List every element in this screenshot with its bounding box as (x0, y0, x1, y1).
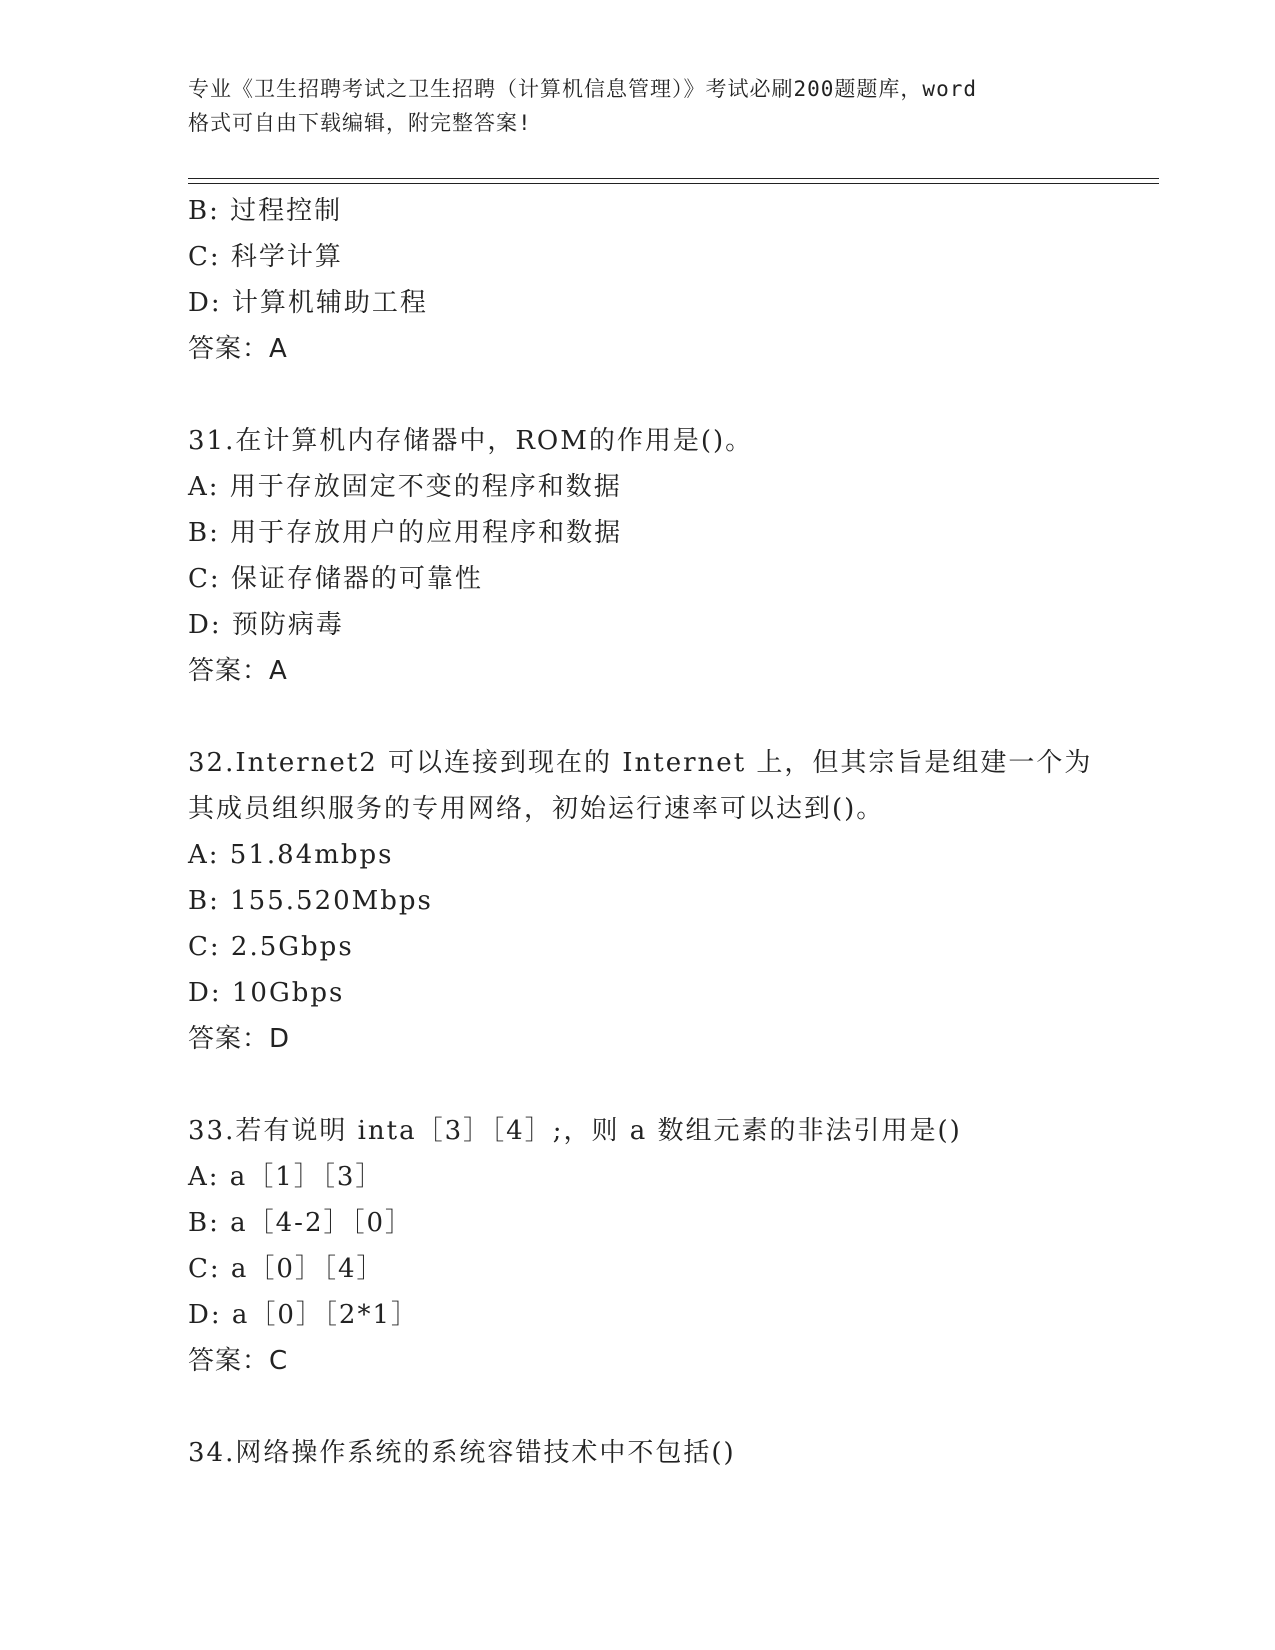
option-a: A: 51.84mbps (188, 840, 394, 870)
option-d: D: 10Gbps (188, 978, 345, 1008)
option-b: B: 过程控制 (188, 196, 343, 226)
question-33 (188, 1108, 1148, 1384)
header-divider-top (188, 178, 1159, 179)
question-32 (188, 740, 1148, 1062)
header-divider-bottom (188, 183, 1159, 184)
option-a: A: 用于存放固定不变的程序和数据 (188, 472, 622, 502)
question-text: 34.网络操作系统的系统容错技术中不包括() (188, 1438, 736, 1468)
option-c: C: a［0］［4］ (188, 1254, 385, 1284)
answer-line: 答案：A (188, 334, 288, 364)
option-d: D: 计算机辅助工程 (188, 288, 428, 318)
question-34 (188, 1430, 1148, 1476)
option-c: C: 2.5Gbps (188, 932, 354, 962)
header-line-2: 格式可自由下载编辑，附完整答案! (188, 111, 532, 135)
option-b: B: 用于存放用户的应用程序和数据 (188, 518, 623, 548)
answer-line: 答案：C (188, 1346, 289, 1376)
document-header (188, 72, 1088, 140)
question-list (188, 188, 1148, 1476)
option-a: A: a［1］［3］ (188, 1162, 384, 1192)
question-text: 33.若有说明 inta［3］［4］;，则 a 数组元素的非法引用是() (188, 1116, 962, 1146)
option-d: D: 预防病毒 (188, 610, 344, 640)
question-text-line-2: 其成员组织服务的专用网络，初始运行速率可以达到()。 (188, 794, 885, 824)
question-text-line-1: 32.Internet2 可以连接到现在的 Internet 上，但其宗旨是组建一个为 (188, 748, 1093, 778)
header-line-1: 专业《卫生招聘考试之卫生招聘（计算机信息管理）》考试必刷200题题库，word (188, 77, 977, 101)
spacer (188, 372, 1148, 418)
answer-line: 答案：D (188, 1024, 291, 1054)
option-b: B: a［4-2］［0］ (188, 1208, 414, 1238)
spacer (188, 1062, 1148, 1108)
spacer (188, 1384, 1148, 1430)
question-30-tail (188, 188, 1148, 372)
option-b: B: 155.520Mbps (188, 886, 433, 916)
answer-line: 答案：A (188, 656, 288, 686)
option-d: D: a［0］［2*1］ (188, 1300, 419, 1330)
option-c: C: 保证存储器的可靠性 (188, 564, 483, 594)
question-text: 31.在计算机内存储器中，ROM的作用是()。 (188, 426, 754, 456)
spacer (188, 694, 1148, 740)
option-c: C: 科学计算 (188, 242, 343, 272)
question-31 (188, 418, 1148, 694)
